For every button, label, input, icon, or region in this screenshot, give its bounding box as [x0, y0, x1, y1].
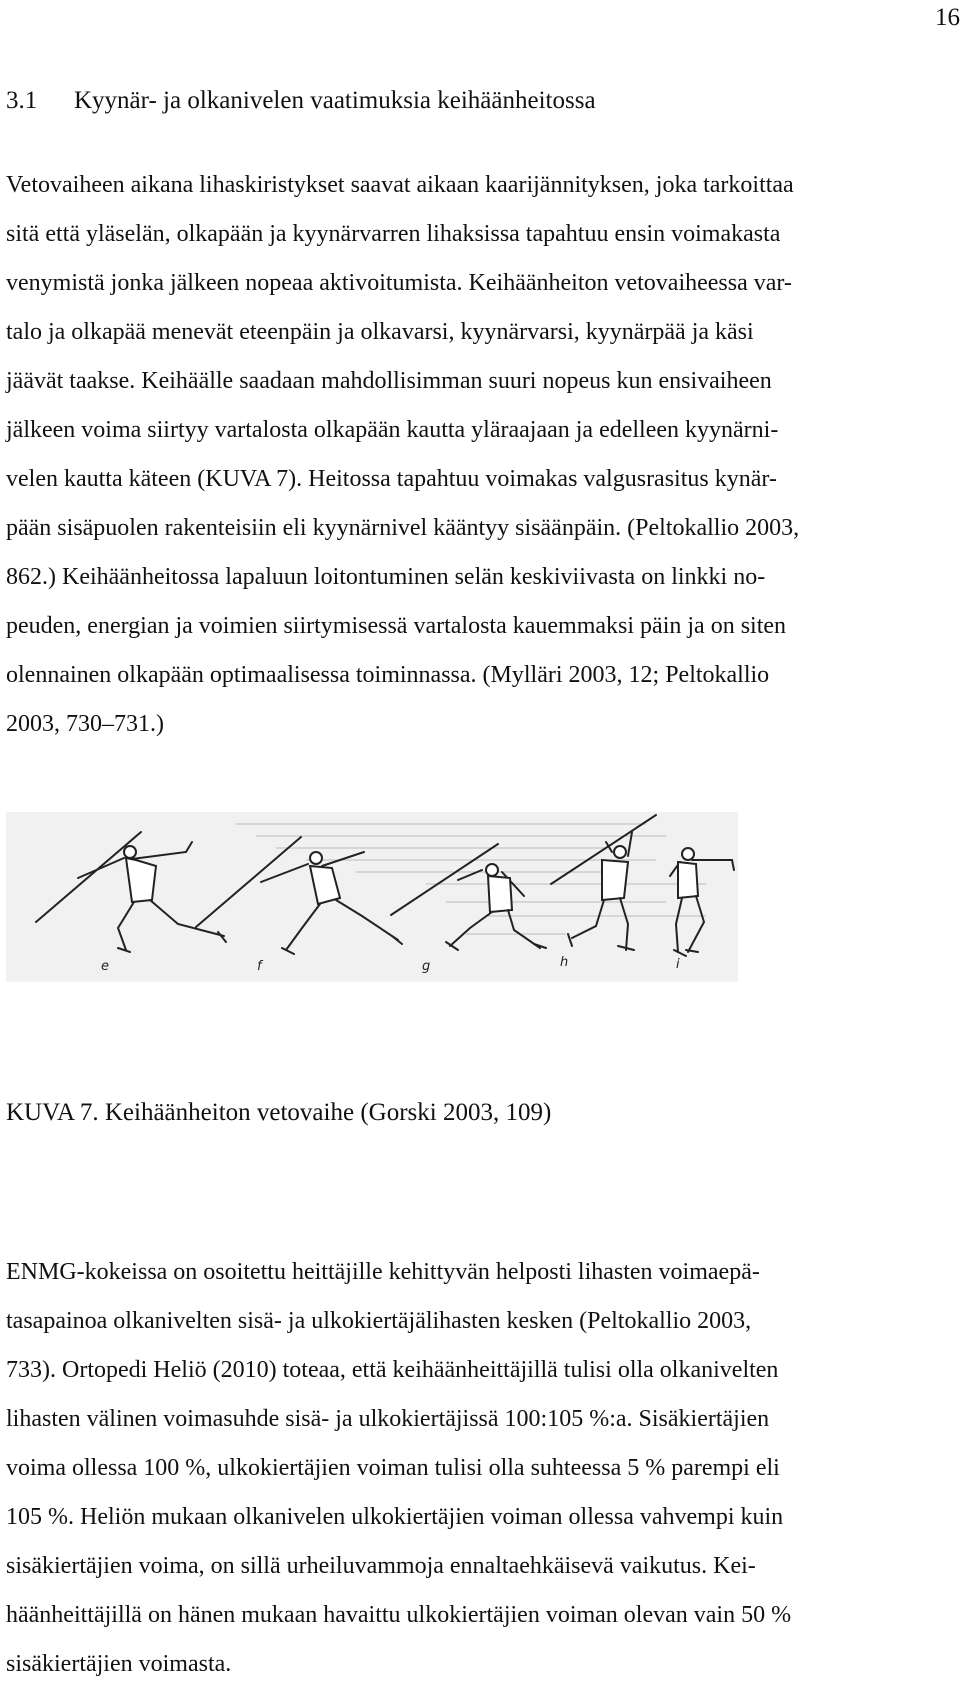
text-line: jälkeen voima siirtyy vartalosta olkapään kautta yläraajaan ja edelleen kyynärni- — [6, 417, 779, 443]
text-line: sisäkiertäjien voimasta. — [6, 1651, 232, 1677]
frame-label-g: g — [422, 959, 431, 974]
paragraph-2 — [6, 1248, 949, 1689]
page-number: 16 — [935, 4, 960, 31]
javelin-figure-image — [6, 812, 738, 982]
text-line: tasapainoa olkanivelten sisä- ja ulkokiertäjälihasten kesken (Peltokallio 2003, — [6, 1308, 752, 1334]
frame-label-e: e — [101, 959, 109, 974]
text-line: 733). Ortopedi Heliö (2010) toteaa, että keihäänheittäjillä tulisi olla olkanivelten — [6, 1357, 779, 1383]
text-line: peuden, energian ja voimien siirtymisessä vartalosta kauemmaksi päin ja on siten — [6, 613, 787, 639]
text-line: sitä että yläselän, olkapään ja kyynärvarren lihaksissa tapahtuu ensin voimakasta — [6, 221, 781, 247]
frame-label-f: f — [257, 959, 262, 974]
frame-label-h: h — [560, 955, 569, 970]
text-line: 105 %. Heliön mukaan olkanivelen ulkokiertäjien voiman ollessa vahvempi kuin — [6, 1504, 784, 1530]
background-text-smudge — [236, 824, 706, 934]
text-line: häänheittäjillä on hänen mukaan havaittu ulkokiertäjien voiman olevan vain 50 % — [6, 1602, 792, 1628]
text-line: voima ollessa 100 %, ulkokiertäjien voiman tulisi olla suhteessa 5 % parempi eli — [6, 1455, 780, 1481]
athlete-figure-f — [196, 837, 402, 954]
text-line: sisäkiertäjien voima, on sillä urheiluvammoja ennaltaehkäisevä vaikutus. Kei- — [6, 1553, 756, 1579]
athlete-figure-e — [36, 832, 226, 952]
text-line: talo ja olkapää menevät eteenpäin ja olkavarsi, kyynärvarsi, kyynärpää ja käsi — [6, 319, 754, 345]
text-line: Vetovaiheen aikana lihaskiristykset saavat aikaan kaarijännityksen, joka tarkoittaa — [6, 172, 794, 198]
paragraph-1 — [6, 161, 949, 749]
text-line: lihasten välinen voimasuhde sisä- ja ulkokiertäjissä 100:105 %:a. Sisäkiertäjien — [6, 1406, 770, 1432]
text-line: venymistä jonka jälkeen nopeaa aktivoitumista. Keihäänheiton vetovaiheessa var- — [6, 270, 792, 296]
section-title: Kyynär- ja olkanivelen vaatimuksia keihäänheitossa — [74, 87, 596, 114]
figure-caption: KUVA 7. Keihäänheiton vetovaihe (Gorski 2003, 109) — [6, 1099, 552, 1126]
text-line: pään sisäpuolen rakenteisiin eli kyynärnivel kääntyy sisäänpäin. (Peltokallio 2003, — [6, 515, 800, 541]
athlete-figure-h — [551, 815, 656, 950]
athlete-figure-i — [670, 848, 734, 956]
text-line: velen kautta käteen (KUVA 7). Heitossa tapahtuu voimakas valgusrasitus kynär- — [6, 466, 777, 492]
section-heading — [6, 84, 596, 118]
section-number: 3.1 — [6, 87, 38, 114]
javelin-throw-sequence-drawing — [6, 812, 738, 982]
text-line: 2003, 730–731.) — [6, 711, 164, 737]
frame-label-i: i — [676, 957, 680, 972]
text-line: jäävät taakse. Keihäälle saadaan mahdollisimman suuri nopeus kun ensivaiheen — [6, 368, 772, 394]
text-line: ENMG-kokeissa on osoitettu heittäjille kehittyvän helposti lihasten voimaepä- — [6, 1259, 760, 1285]
text-line: olennainen olkapään optimaalisessa toiminnassa. (Mylläri 2003, 12; Peltokallio — [6, 662, 770, 688]
text-line: 862.) Keihäänheitossa lapaluun loitontuminen selän keskiviivasta on linkki no- — [6, 564, 766, 590]
